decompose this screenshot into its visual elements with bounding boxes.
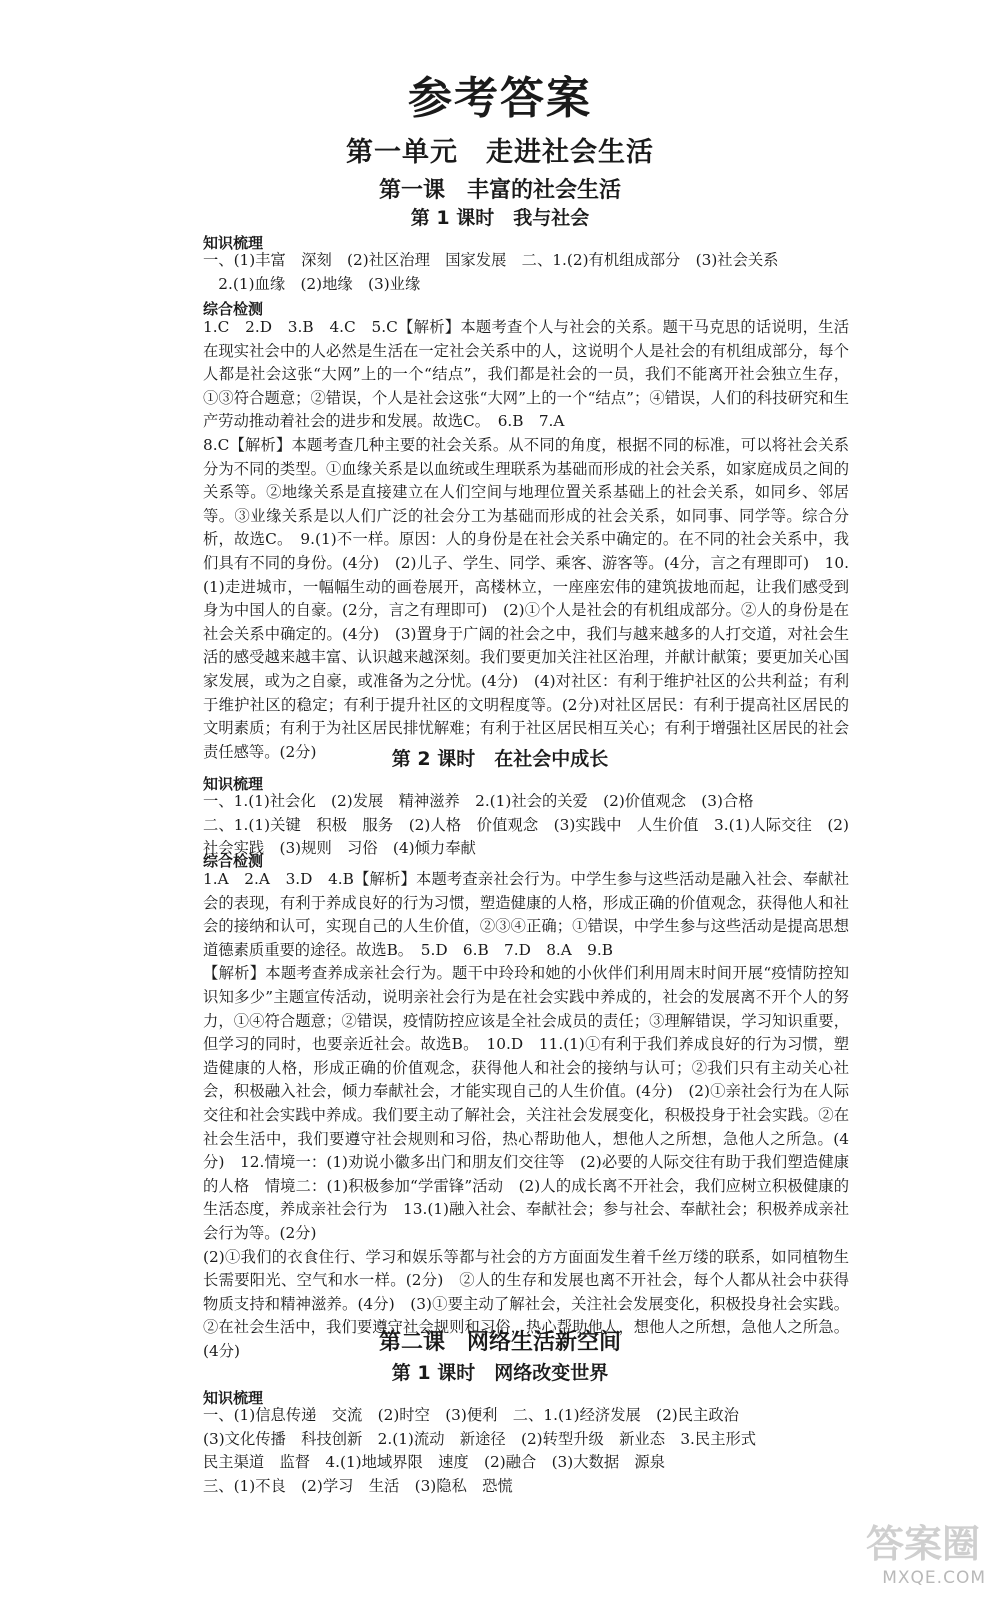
section-label-test: 综合检测 — [203, 300, 264, 318]
site-watermark — [810, 1524, 990, 1594]
section-label-test: 综合检测 — [203, 852, 264, 870]
lesson-heading: 第一课 丰富的社会生活 — [378, 178, 621, 203]
section-label-knowledge: 知识梳理 — [203, 234, 264, 252]
period-heading: 第 1 课时 我与社会 — [410, 207, 590, 229]
lesson-heading: 第二课 网络生活新空间 — [378, 1330, 621, 1355]
knowledge-text: 一、(1)丰富 深刻 (2)社区治理 国家发展 二、1.(2)有机组成部分 (3)社会关系 2.(1)血缘 (2)地缘 (3)业缘 — [203, 251, 779, 293]
page-title: 参考答案 — [408, 73, 592, 124]
period-heading: 第 1 课时 网络改变世界 — [391, 1362, 609, 1384]
section-label-knowledge: 知识梳理 — [203, 775, 264, 793]
watermark-url: MXQE.COM — [882, 1568, 986, 1588]
test-answers-text: 1.A 2.A 3.D 4.B【解析】本题考查亲社会行为。中学生参与这些活动是融入社会、奉献社会的表现，有利于养成良好的行为习惯，塑造健康的人格，形成正确的价值观念，获得他人和社会的接纳和认可，实现自己的人生价值，②③④正确；①错误，中学生参与这些活动是提高思想道德素质重要的途径。故选B。 5.D 6.B 7.D 8.A 9.B 【解析】本题考查养成亲社会行为。题干中玲玲和她的小伙伴们利用周末时间开展“疫情防控知识知多少”主题宣传活动，说明亲社会行为是在社会实践中养成的，社会的发展离不开个人的努力，①④符合题意；②错误，疫情防控应该是全社会成员的责任；③理解错误，学习知识重要，但学习的同时，也要亲近社会。故选B。 10.D 11.(1)①有利于我们养成良好的行为习惯，塑造健康的人格，形成正确的价值观念，获得他人和社会的接纳与认可；②我们只有主动关心社会，积极融入社会，倾力奉献社会，才能实现自己的人生价值。(4分) (2)①亲社会行为在人际交往和社会实践中养成。我们要主动了解社会，关注社会发展变化，积极投身于社会实践。②在社会生活中，我们要遵守社会规则和习俗，热心帮助他人，想他人之所想，急他人之所急。(4分) 12.情境一：(1)劝说小徽多出门和朋友们交往等 (2)必要的人际交往有助于我们塑造健康的人格 情境二：(1)积极参加“学雷锋”活动 (2)人的成长离不开社会，我们应树立积极健康的生活态度，养成亲社会行为 13.(1)融入社会、奉献社会；参与社会、奉献社会；积极养成亲社会行为等。(2分) (2)①我们的衣食住行、学习和娱乐等都与社会的方方面面发生着千丝万缕的联系，如同植物生长需要阳光、空气和水一样。(2分) ②人的生存和发展也离不开社会，每个人都从社会中获得物质支持和精神滋养。(4分) (3)①要主动了解社会，关注社会发展变化，积极投身社会实践。②在社会生活中，我们要遵守社会规则和习俗，热心帮助他人，想他人之所想，急他人之所急。(4分) — [203, 870, 849, 1360]
knowledge-text: 一、(1)信息传递 交流 (2)时空 (3)便利 二、1.(1)经济发展 (2)民主政治 (3)文化传播 科技创新 2.(1)流动 新途径 (2)转型升级 新业态 3.民主形式 民主渠道 监督 4.(1)地域界限 速度 (2)融合 (3)大数据 源泉 三、(1)不良 (2)学习 生活 (3)隐私 恐慌 — [203, 1406, 757, 1495]
period-heading: 第 2 课时 在社会中成长 — [391, 748, 609, 770]
knowledge-text: 一、1.(1)社会化 (2)发展 精神滋养 2.(1)社会的关爱 (2)价值观念 (3)合格 二、1.(1)关键 积极 服务 (2)人格 价值观念 (3)实践中 人生价值 3.(1)人际交往 (2)社会实践 (3)规则 习俗 (4)倾力奉献 — [203, 792, 849, 858]
unit-heading: 第一单元 走进社会生活 — [346, 137, 654, 168]
section-label-knowledge: 知识梳理 — [203, 1389, 264, 1407]
test-answers-text: 1.C 2.D 3.B 4.C 5.C【解析】本题考查个人与社会的关系。题干马克思的话说明，生活在现实社会中的人必然是生活在一定社会关系中的人，这说明个人是社会的有机组成部分，每个人都是社会这张“大网”上的一个“结点”，我们都是社会的一员，我们不能离开社会独立生存，①③符合题意；②错误，个人是社会这张“大网”上的一个“结点”；④错误，人们的科技研究和生产劳动推动着社会的进步和发展。故选C。 6.B 7.A 8.C【解析】本题考查几种主要的社会关系。从不同的角度，根据不同的标准，可以将社会关系分为不同的类型。①血缘关系是以血统或生理联系为基础而形成的社会关系，如家庭成员之间的关系等。②地缘关系是直接建立在人们空间与地理位置关系基础上的社会关系，如同乡、邻居等。③业缘关系是以人们广泛的社会分工为基础而形成的社会关系，如同事、同学等。综合分析，故选C。 9.(1)不一样。原因：人的身份是在社会关系中确定的。在不同的社会关系中，我们具有不同的身份。(4分) (2)儿子、学生、同学、乘客、游客等。(4分，言之有理即可) 10.(1)走进城市，一幅幅生动的画卷展开，高楼林立，一座座宏伟的建筑拔地而起，让我们感受到身为中国人的自豪。(2分，言之有理即可) (2)①个人是社会的有机组成部分。②人的身份是在社会关系中确定的。(4分) (3)置身于广阔的社会之中，我们与越来越多的人打交道，对社会生活的感受越来越丰富、认识越来越深刻。我们要更加关注社区治理，并献计献策；要更加关心国家发展，或为之自豪，或准备为之分忧。(4分) (4)对社区：有利于维护社区的公共利益；有利于维护社区的稳定；有利于提升社区的文明程度等。(2分)对社区居民：有利于提高社区居民的文明素质；有利于为社区居民排忧解难；有利于社区居民相互关心；有利于增强社区居民的社会责任感等。(2分) — [203, 318, 849, 761]
watermark-logo: 答案圈 — [865, 1522, 980, 1566]
